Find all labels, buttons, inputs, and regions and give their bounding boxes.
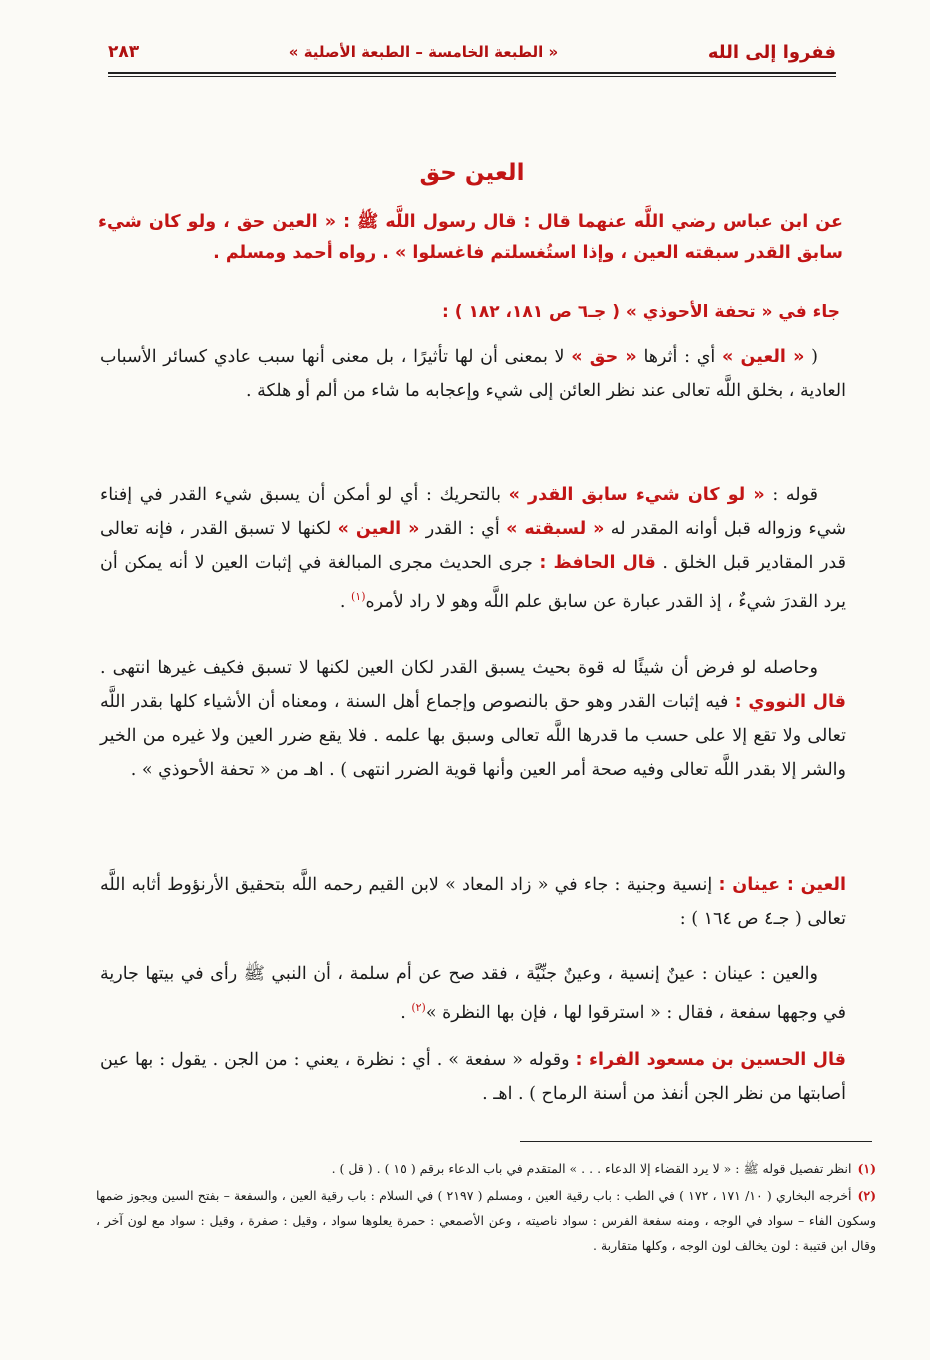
paragraph-text: . bbox=[400, 1002, 412, 1023]
header-rule-thin bbox=[108, 76, 836, 77]
paragraph-1 bbox=[100, 340, 846, 408]
paragraph-text: وحاصله لو فرض أن شيئًا له قوة بحيث يسبق القدر لكان العين لكنها لا تسبق فكيف غيرها انتهى . bbox=[100, 658, 818, 678]
footnote-text: أخرجه البخاري ( ١٠/ ١٧١ ، ١٧٢ ) في الطب : باب رقية العين ، ومسلم ( ٢١٩٧ ) في السلام : باب رقية العين ، والسفعة – بفتح السين ويجوز ضمها وسكون الفاء – سواد في الوجه ، ومنه سفعة الفرس : سواد ناصيته ، وعن الأصمعي : حمرة يعلوها سواد ، وقيل : صفرة ، وقيل : سواد مع لون آخر ، وقال ابن قتيبة : لون يخالف لون الوجه ، وكلها متقاربة . bbox=[96, 1188, 876, 1253]
footnote-ref-2[interactable]: (٢) bbox=[411, 1001, 426, 1014]
paragraph-text: والعين : عينان : عينٌ إنسية ، وعينٌ جنِّيَّة ، فقد صح عن أم سلمة ، أن النبي ﷺ رأى في بيتها جارية في وجهها سفعة ، فقال : « استرقوا لها ، فإن بها النظرة » bbox=[100, 964, 846, 1023]
term-ain: « العين » bbox=[722, 347, 805, 367]
book-title: ففروا إلى الله bbox=[707, 41, 836, 63]
paragraph-text: جرى الحديث مجرى المبالغة في إثبات العين لا أنه يمكن أن يرد القدرَ شيءٌ ، إذ القدر عبارة عن سابق علم اللَّه وهو لا راد لأمره bbox=[100, 553, 846, 612]
term-haqq: « حق » bbox=[571, 347, 637, 367]
page-header bbox=[108, 38, 836, 66]
paragraph-6 bbox=[100, 1043, 846, 1111]
footnote-rule bbox=[520, 1141, 872, 1142]
paragraph-text: أي : القدر bbox=[419, 519, 507, 539]
footnote-ref-1[interactable]: (١) bbox=[351, 590, 366, 603]
paragraph-text: . bbox=[339, 591, 351, 612]
paragraph-3 bbox=[100, 651, 846, 787]
page-number: ٢٨٣ bbox=[108, 42, 140, 62]
paragraph-5 bbox=[100, 957, 846, 1030]
paragraph-text: قوله : bbox=[764, 485, 818, 505]
source-reference: جاء في « تحفة الأحوذي » ( جـ٦ ص ١٨١، ١٨٢ ) : bbox=[442, 302, 840, 322]
subheading-term: العين : عينان : bbox=[718, 875, 846, 895]
quoted-term: « لو كان شيء سابق القدر » bbox=[508, 485, 765, 505]
footnotes bbox=[96, 1156, 876, 1260]
speaker-label: قال الحسين بن مسعود الفراء : bbox=[575, 1050, 846, 1070]
paragraph-text: وقوله « سفعة » . أي : نظرة ، يعني : من الجن . يقول : بها عين أصابتها من نظر الجن أنفذ من أسنة الرماح ) . اهـ . bbox=[100, 1050, 846, 1104]
paragraph-text: لا بمعنى أن لها تأثيرًا ، بل معنى أنها سبب عادي كسائر الأسباب العادية ، بخلق اللَّه تعالى عند نظر العائن إلى شيء وإعجابه ما شاء من ألم أو هلكة . bbox=[100, 347, 846, 401]
edition-label: « الطبعة الخامسة – الطبعة الأصلية » bbox=[288, 43, 559, 61]
footnote-number: (٢) bbox=[857, 1188, 877, 1203]
footnote-item bbox=[96, 1183, 876, 1258]
speaker-label: قال النووي : bbox=[734, 692, 847, 712]
footnote-text: انظر تفصيل قوله ﷺ : « لا يرد القضاء إلا الدعاء . . . » المتقدم في باب الدعاء برقم ( ١٥ ) . ( قل ) . bbox=[331, 1161, 852, 1176]
section-title: العين حق bbox=[419, 160, 525, 186]
paragraph-text: إنسية وجنية : جاء في « زاد المعاد » لابن القيم رحمه اللَّه بتحقيق الأرنؤوط أثابه اللَّه تعالى ( جـ٤ ص ١٦٤ ) : bbox=[100, 875, 846, 929]
quoted-term: « العين » bbox=[337, 519, 420, 539]
quoted-term: « لسبقته » bbox=[506, 519, 605, 539]
header-rule bbox=[108, 72, 836, 74]
paragraph-text: أي : أثرها bbox=[636, 347, 722, 367]
paragraph-4 bbox=[100, 868, 846, 936]
paragraph-text: بالتحريك : أي لو أمكن أن يسبق شيء القدر في إفناء شيء وزواله قبل أوانه المقدر له bbox=[100, 485, 847, 539]
paragraph-text: لكنها لا تسبق القدر ، فإنه تعالى قدر المقادير قبل الخلق . bbox=[100, 519, 846, 573]
open-paren: ( bbox=[811, 347, 818, 367]
footnote-number: (١) bbox=[857, 1161, 876, 1176]
speaker-label: قال الحافظ : bbox=[539, 553, 656, 573]
footnote-item bbox=[96, 1156, 876, 1181]
paragraph-2 bbox=[100, 478, 846, 619]
hadith-text: عن ابن عباس رضي اللَّه عنهما قال : قال رسول اللَّه ﷺ : « العين حق ، ولو كان شيء سابق القدر سبقته العين ، وإذا استُغسلتم فاغسلوا » . رواه أحمد ومسلم . bbox=[98, 212, 843, 263]
paragraph-text: فيه إثبات القدر وهو حق بالنصوص وإجماع أهل السنة ، ومعناه أن الأشياء كلها بقدر اللَّه تعالى ولا تقع إلا على حسب ما قدرها اللَّه تعالى وسبق بها علمه . فلا يقع ضرر العين ولا غيره من الخير والشر إلا بقدر اللَّه تعالى وفيه صحة أمر العين وأنها قوية الضرر انتهى ) . اهـ من « تحفة الأحوذي » . bbox=[100, 692, 846, 780]
